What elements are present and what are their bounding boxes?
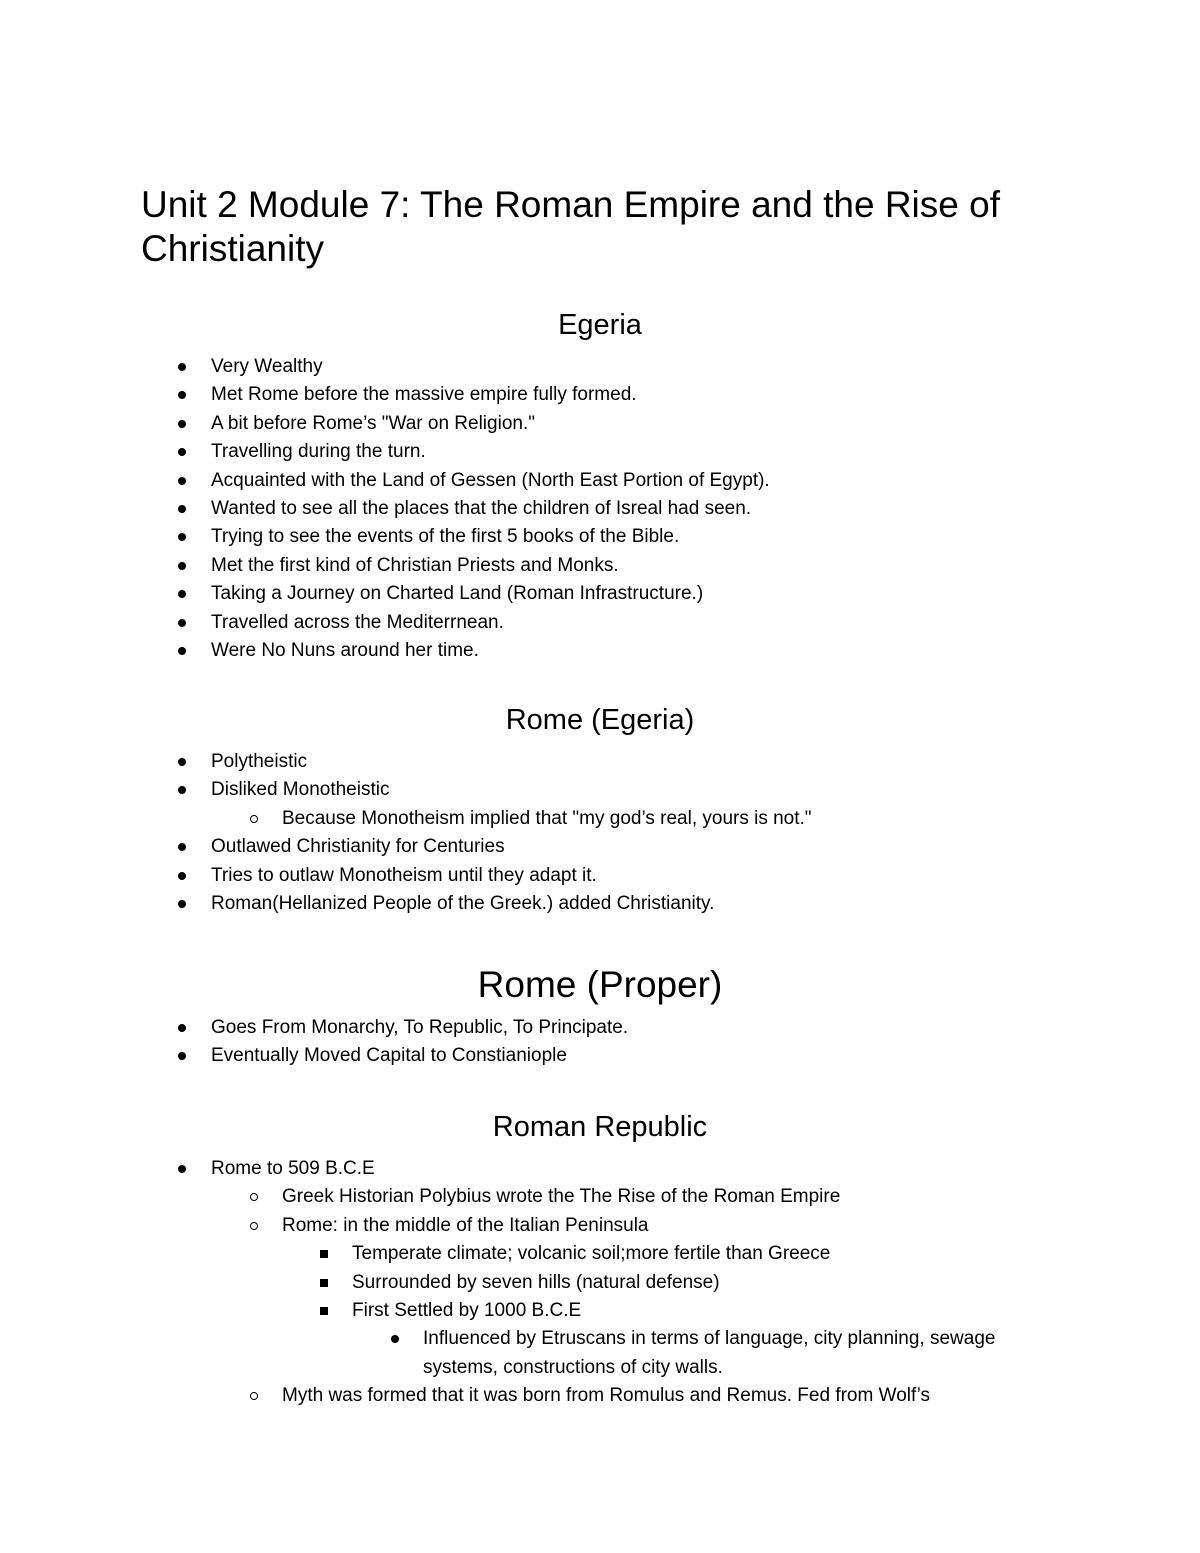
bullet-disc-icon (178, 1024, 186, 1032)
list-item: A bit before Rome’s "War on Religion." (0, 410, 770, 438)
bullet-disc-icon (178, 619, 186, 627)
list-item: Influenced by Etruscans in terms of language, city planning, sewage systems, constructions of city walls. (0, 1325, 1023, 1382)
section-heading-egeria: Egeria (558, 309, 642, 341)
list-item: Goes From Monarchy, To Republic, To Principate. (0, 1014, 628, 1042)
list-item: Surrounded by seven hills (natural defense) (0, 1269, 1023, 1297)
bullet-disc-icon (178, 505, 186, 513)
list-item: Wanted to see all the places that the children of Isreal had seen. (0, 495, 770, 523)
list-item: Outlawed Christianity for Centuries (0, 833, 812, 861)
list-item: Disliked Monotheistic (0, 776, 812, 804)
bullet-circle-icon (250, 815, 258, 823)
list-item: Met Rome before the massive empire fully formed. (0, 381, 770, 409)
bullet-disc-icon (178, 900, 186, 908)
bullet-disc-icon (178, 562, 186, 570)
list-item: Were No Nuns around her time. (0, 637, 770, 665)
list-item: Taking a Journey on Charted Land (Roman Infrastructure.) (0, 580, 770, 608)
section-heading-rome-proper: Rome (Proper) (477, 964, 723, 1005)
bullet-circle-icon (250, 1392, 258, 1400)
bullet-circle-icon (250, 1222, 258, 1230)
bullet-disc-icon (178, 1052, 186, 1060)
document-title: Unit 2 Module 7: The Roman Empire and the Rise of Christianity (141, 184, 1000, 269)
list-item: Very Wealthy (0, 353, 770, 381)
list-item: Travelled across the Mediterrnean. (0, 609, 770, 637)
bullet-disc-icon (391, 1335, 399, 1343)
bullet-square-icon (320, 1279, 328, 1287)
rome-proper-list (0, 1014, 628, 1071)
list-item: Met the first kind of Christian Priests and Monks. (0, 552, 770, 580)
list-item: First Settled by 1000 B.C.E (0, 1297, 1023, 1325)
bullet-circle-icon (250, 1193, 258, 1201)
roman-republic-list (0, 1155, 1023, 1411)
list-item: Rome to 509 B.C.E (0, 1155, 1023, 1183)
bullet-disc-icon (178, 448, 186, 456)
list-item: Greek Historian Polybius wrote the The Rise of the Roman Empire (0, 1183, 1023, 1211)
list-item: Polytheistic (0, 748, 812, 776)
bullet-disc-icon (178, 363, 186, 371)
bullet-disc-icon (178, 1165, 186, 1173)
bullet-disc-icon (178, 786, 186, 794)
bullet-square-icon (320, 1250, 328, 1258)
list-item: Roman(Hellanized People of the Greek.) added Christianity. (0, 890, 812, 918)
list-item: Tries to outlaw Monotheism until they adapt it. (0, 862, 812, 890)
list-item: Rome: in the middle of the Italian Peninsula (0, 1212, 1023, 1240)
rome-egeria-list (0, 748, 812, 918)
egeria-list (0, 353, 770, 665)
bullet-square-icon (320, 1307, 328, 1315)
list-item: Temperate climate; volcanic soil;more fertile than Greece (0, 1240, 1023, 1268)
bullet-disc-icon (178, 872, 186, 880)
list-item: Eventually Moved Capital to Constianiople (0, 1042, 628, 1070)
bullet-disc-icon (178, 758, 186, 766)
list-item: Myth was formed that it was born from Romulus and Remus. Fed from Wolf’s (0, 1382, 1023, 1410)
section-heading-roman-republic: Roman Republic (492, 1111, 708, 1143)
bullet-disc-icon (178, 647, 186, 655)
list-item: Trying to see the events of the first 5 books of the Bible. (0, 523, 770, 551)
list-item: Because Monotheism implied that "my god’s real, yours is not." (0, 805, 812, 833)
bullet-disc-icon (178, 533, 186, 541)
bullet-disc-icon (178, 590, 186, 598)
section-heading-rome-egeria: Rome (Egeria) (505, 704, 695, 736)
bullet-disc-icon (178, 420, 186, 428)
list-item: Acquainted with the Land of Gessen (North East Portion of Egypt). (0, 467, 770, 495)
bullet-disc-icon (178, 391, 186, 399)
bullet-disc-icon (178, 843, 186, 851)
list-item: Travelling during the turn. (0, 438, 770, 466)
bullet-disc-icon (178, 477, 186, 485)
